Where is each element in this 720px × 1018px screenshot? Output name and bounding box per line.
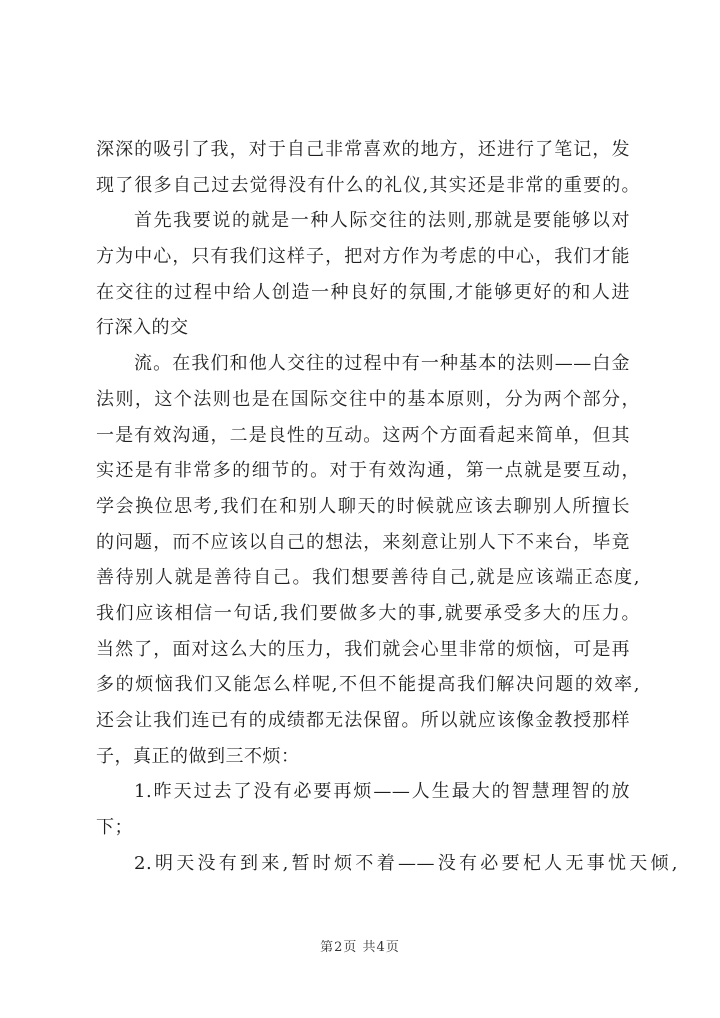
page-number-footer: 第2页 共4页 bbox=[320, 940, 400, 955]
list-item-2-line-1: 2.明天没有到来,暂时烦不着——没有必要杞人无事忧天倾, bbox=[134, 852, 678, 874]
text-line-5: 在交往的过程中给人创造一种良好的氛围,才能够更好的和人进 bbox=[96, 281, 630, 303]
text-line-8: 法则，这个法则也是在国际交往中的基本原则，分为两个部分， bbox=[96, 388, 640, 410]
text-line-2: 现了很多自己过去觉得没有什么的礼仪,其实还是非常的重要的。 bbox=[96, 174, 640, 196]
text-line-16: 多的烦恼我们又能怎么样呢,不但不能提高我们解决问题的效率, bbox=[96, 674, 640, 696]
paragraph-end-line-18: 子，真正的做到三不烦： bbox=[96, 745, 300, 767]
text-line-17: 还会让我们连已有的成绩都无法保留。所以就应该像金教授那样 bbox=[96, 710, 630, 731]
document-body bbox=[96, 132, 678, 881]
list-item-1-line-1: 1.昨天过去了没有必要再烦——人生最大的智慧理智的放 bbox=[134, 781, 630, 803]
text-line-13: 善待别人就是善待自己。我们想要善待自己,就是应该端正态度, bbox=[96, 567, 640, 589]
text-line-4: 方为中心，只有我们这样子，把对方作为考虑的中心，我们才能 bbox=[96, 246, 630, 268]
paragraph-start-line-7: 流。在我们和他人交往的过程中有一种基本的法则——白金 bbox=[134, 353, 630, 375]
paragraph-end-line-6: 行深入的交 bbox=[96, 317, 189, 339]
text-line-12: 的问题，而不应该以自己的想法，来刻意让别人下不来台，毕竟 bbox=[96, 531, 630, 553]
text-line-9: 一是有效沟通，二是良性的互动。这两个方面看起来简单，但其 bbox=[96, 424, 630, 446]
text-line-15: 当然了，面对这么大的压力，我们就会心里非常的烦恼，可是再 bbox=[96, 638, 630, 660]
paragraph-start-line-3: 首先我要说的就是一种人际交往的法则,那就是要能够以对 bbox=[134, 210, 630, 232]
text-line-14: 我们应该相信一句话,我们要做多大的事,就要承受多大的压力。 bbox=[96, 602, 640, 624]
text-line-10: 实还是有非常多的细节的。对于有效沟通，第一点就是要互动， bbox=[96, 460, 640, 482]
list-item-1-line-2: 下； bbox=[96, 817, 133, 839]
text-line-1: 深深的吸引了我，对于自己非常喜欢的地方，还进行了笔记，发 bbox=[96, 139, 630, 160]
text-line-11: 学会换位思考,我们在和别人聊天的时候就应该去聊别人所擅长 bbox=[96, 495, 630, 517]
